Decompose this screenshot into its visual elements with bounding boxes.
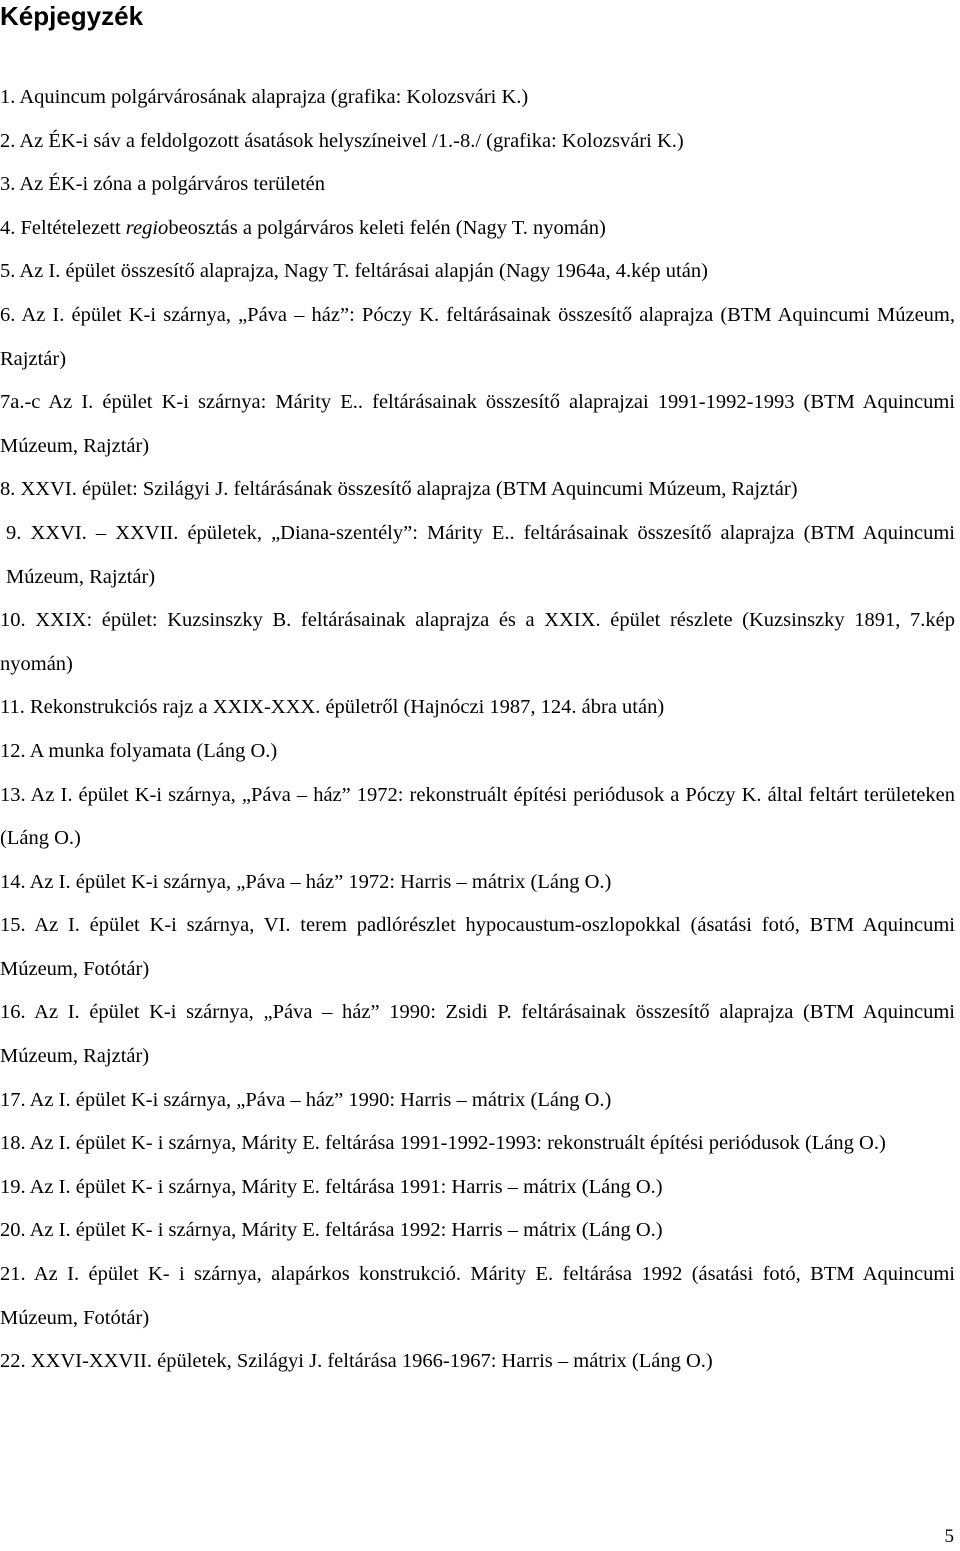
page-number: 5 bbox=[944, 1526, 954, 1547]
list-item: 1. Aquincum polgárvárosának alaprajza (grafika: Kolozsvári K.) bbox=[0, 86, 529, 108]
list-item: 8. XXVI. épület: Szilágyi J. feltárásának összesítő alaprajza (BTM Aquincumi Múzeum, Rajztár) bbox=[0, 478, 798, 501]
list-item: 17. Az I. épület K-i szárnya, „Páva – ház” 1990: Harris – mátrix (Láng O.) bbox=[0, 1088, 612, 1111]
list-item: 14. Az I. épület K-i szárnya, „Páva – ház” 1972: Harris – mátrix (Láng O.) bbox=[0, 870, 612, 893]
list-item: 3. Az ÉK-i zóna a polgárváros területén bbox=[0, 173, 326, 196]
list-item: 6. Az I. épület K-i szárnya, „Páva – ház”: Póczy K. feltárásainak összesítő alaprajza (BTM Aquincumi Múzeum, Rajztár) bbox=[0, 303, 955, 370]
figure-list bbox=[0, 76, 955, 1384]
list-item: 22. XXVI-XXVII. épületek, Szilágyi J. feltárása 1966-1967: Harris – mátrix (Láng O.) bbox=[0, 1350, 713, 1373]
list-item: 20. Az I. épület K- i szárnya, Márity E. feltárása 1992: Harris – mátrix (Láng O.) bbox=[0, 1219, 663, 1242]
list-item: 16. Az I. épület K-i szárnya, „Páva – ház” 1990: Zsidi P. feltárásainak összesítő alaprajza (BTM Aquincumi Múzeum, Rajztár) bbox=[0, 1001, 955, 1068]
list-item: 15. Az I. épület K-i szárnya, VI. terem padlórészlet hypocaustum-oszlopokkal (ásatási fotó, BTM Aquincumi Múzeum, Fotótár) bbox=[0, 914, 955, 980]
list-item: 11. Rekonstrukciós rajz a XXIX-XXX. épületről (Hajnóczi 1987, 124. ábra után) bbox=[0, 696, 665, 719]
item-emphasis: regio bbox=[125, 216, 169, 239]
list-item: 2. Az ÉK-i sáv a feldolgozott ásatások helyszíneivel /1.-8./ (grafika: Kolozsvári K.) bbox=[0, 129, 684, 152]
list-item: 18. Az I. épület K- i szárnya, Márity E. feltárása 1991-1992-1993: rekonstruált építési periódusok (Láng O.) bbox=[0, 1132, 886, 1155]
item-text: beosztás a polgárváros keleti felén (Nagy T. nyomán) bbox=[168, 216, 606, 239]
list-item: 10. XXIX: épület: Kuzsinszky B. feltárásainak alaprajza és a XXIX. épület részlete (Kuzsinszky 1891, 7.kép nyomán) bbox=[0, 609, 955, 675]
list-item: 9. XXVI. – XXVII. épületek, „Diana-szentély”: Márity E.. feltárásainak összesítő alaprajza (BTM Aquincumi Múzeum, Rajztár) bbox=[6, 521, 955, 588]
item-text: 4. Feltételezett bbox=[0, 216, 126, 239]
list-item: 7a.-c Az I. épület K-i szárnya: Márity E.. feltárásainak összesítő alaprajzai 1991-1992-1993 (BTM Aquincumi Múzeum, Rajztár) bbox=[0, 391, 955, 457]
list-item: 21. Az I. épület K- i szárnya, alapárkos konstrukció. Márity E. feltárása 1992 (ásatási fotó, BTM Aquincumi Múzeum, Fotótár) bbox=[0, 1263, 955, 1329]
list-item: 19. Az I. épület K- i szárnya, Márity E. feltárása 1991: Harris – mátrix (Láng O.) bbox=[0, 1175, 663, 1198]
list-item bbox=[0, 207, 955, 251]
list-item: 13. Az I. épület K-i szárnya, „Páva – ház” 1972: rekonstruált építési periódusok a Póczy K. által feltárt területeken (Láng O.) bbox=[0, 783, 955, 850]
page-title: Képjegyzék bbox=[0, 1, 144, 31]
list-item: 5. Az I. épület összesítő alaprajza, Nagy T. feltárásai alapján (Nagy 1964a, 4.kép után) bbox=[0, 260, 708, 283]
list-item: 12. A munka folyamata (Láng O.) bbox=[0, 739, 278, 762]
